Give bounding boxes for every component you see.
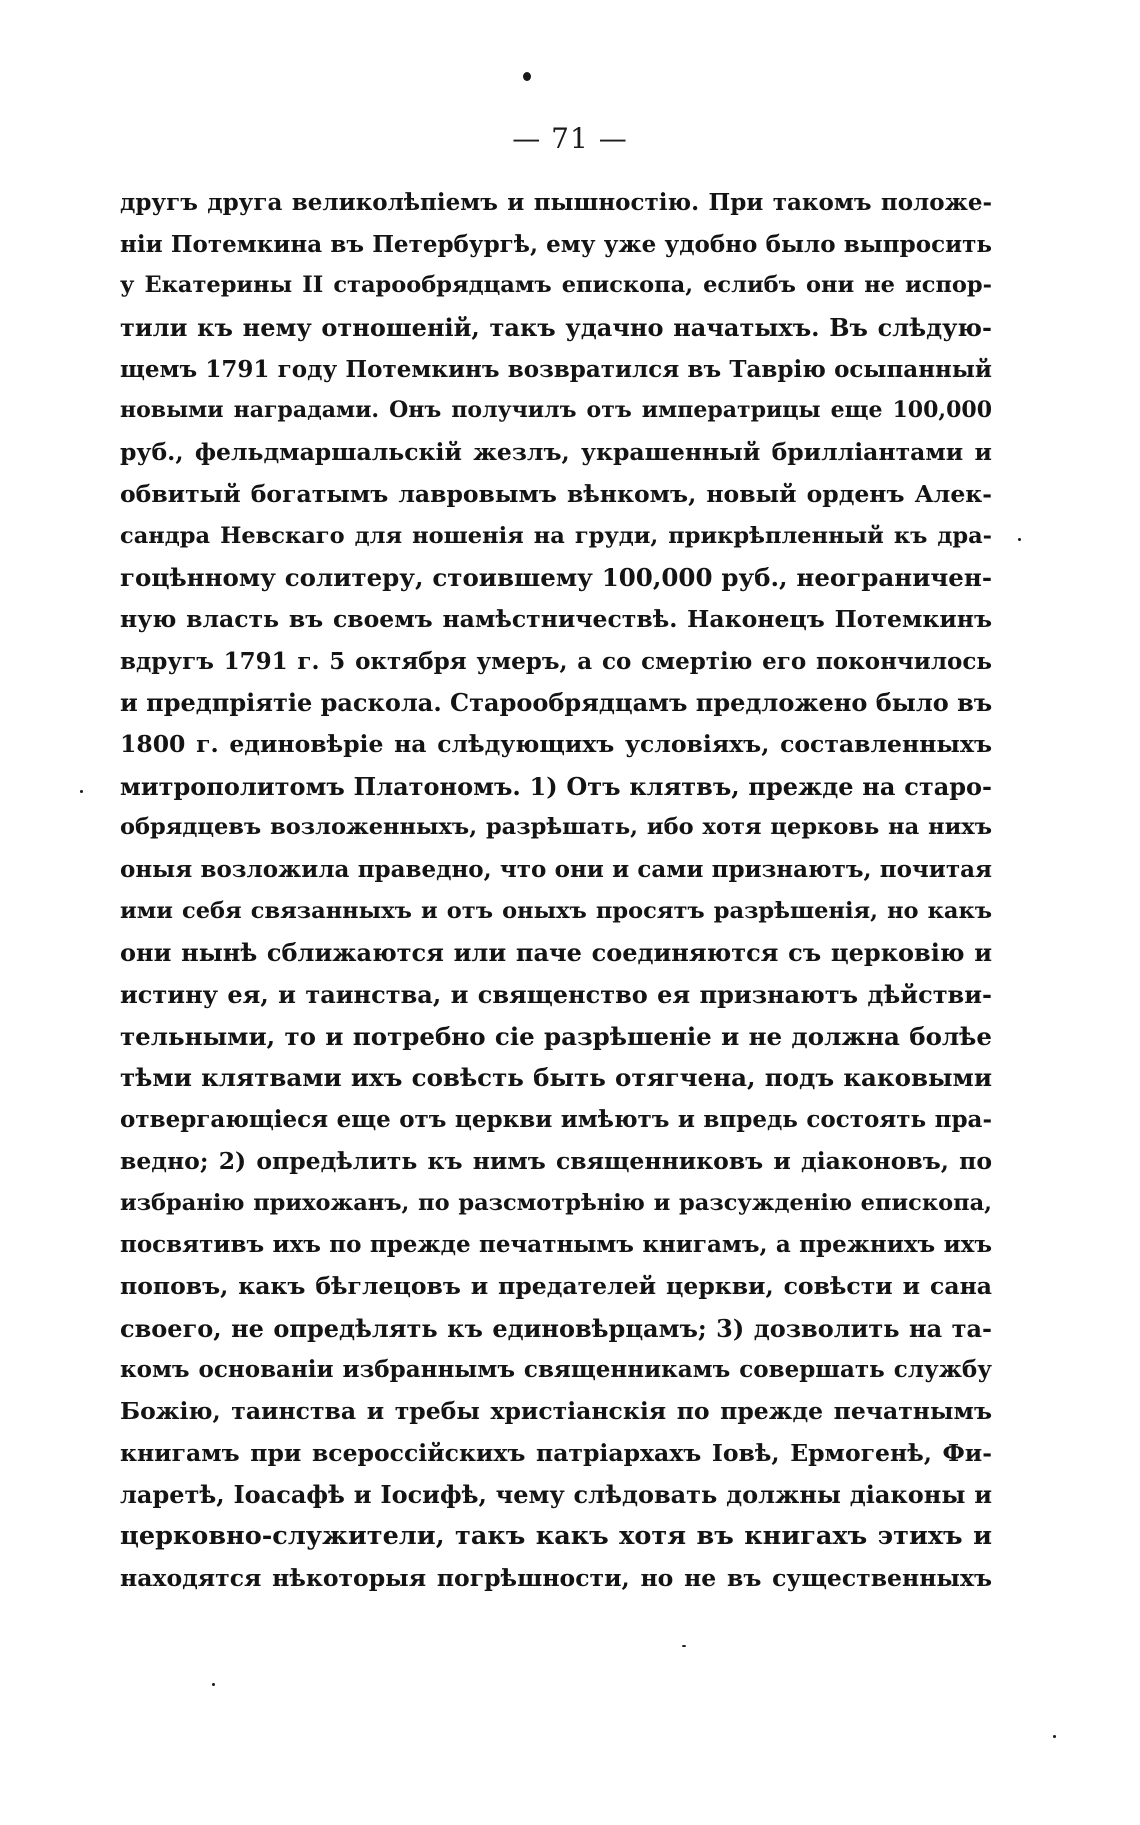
text-line: они нынѣ сближаются или паче соединяются съ церковію и	[120, 938, 992, 968]
text-line: щемъ 1791 году Потемкинъ возвратился въ Таврію осыпанный	[120, 355, 992, 383]
text-line: вдругъ 1791 г. 5 октября умеръ, а со смертію его покончилось	[120, 647, 992, 675]
text-line: ную власть въ своемъ намѣстничествѣ. Наконецъ Потемкинъ	[120, 604, 992, 633]
text-line: гоцѣнному солитеру, стоившему 100,000 руб., неограничен-	[120, 563, 992, 593]
text-line: ведно; 2) опредѣлить къ нимъ священниковъ и діаконовъ, по	[120, 1146, 992, 1175]
text-line: тили къ нему отношеній, такъ удачно начатыхъ. Въ слѣдую-	[120, 313, 992, 343]
text-line: поповъ, какъ бѣглецовъ и предателей церкви, совѣсти и сана	[120, 1271, 992, 1300]
text-line: тѣми клятвами ихъ совѣсть быть отягчена, подъ каковыми	[120, 1063, 992, 1093]
text-line: посвятивъ ихъ по прежде печатнымъ книгамъ, а прежнихъ ихъ	[120, 1231, 992, 1259]
ink-speck-bottom-right	[1053, 1735, 1056, 1738]
ink-speck-top	[523, 72, 531, 81]
ink-speck-bottom-left	[212, 1683, 215, 1686]
body-text	[120, 182, 992, 1599]
text-line: оныя возложила праведно, что они и сами признаютъ, почитая	[120, 856, 992, 883]
text-line: истину ея, и таинства, и священство ея признаютъ дѣйстви-	[120, 980, 992, 1010]
text-line: своего, не опредѣлять къ единовѣрцамъ; 3) дозволить на та-	[120, 1313, 992, 1343]
text-line: ими себя связанныхъ и отъ оныхъ просятъ разрѣшенія, но какъ	[120, 897, 992, 924]
text-line: и предпріятіе раскола. Старообрядцамъ предложено было въ	[120, 688, 992, 718]
text-line: находятся нѣкоторыя погрѣшности, но не въ существенныхъ	[120, 1563, 992, 1592]
text-line: другъ друга великолѣпіемъ и пышностію. При такомъ положе-	[120, 189, 992, 216]
ink-speck-bottom-center	[682, 1645, 686, 1647]
text-line: обвитый богатымъ лавровымъ вѣнкомъ, новый орденъ Алек-	[120, 479, 992, 508]
text-line: тельными, то и потребно сіе разрѣшеніе и не должна болѣе	[120, 1021, 992, 1051]
text-line: ларетѣ, Іоасафѣ и Іосифѣ, чему слѣдовать должны діаконы и	[120, 1480, 992, 1510]
text-line: ніи Потемкина въ Петербургѣ, ему уже удобно было выпросить	[120, 230, 992, 258]
page-number: — 71 —	[512, 122, 628, 155]
text-line: сандра Невскаго для ношенія на груди, прикрѣпленный къ дра-	[120, 522, 992, 549]
text-line: книгамъ при всероссійскихъ патріархахъ Іовѣ, Ермогенѣ, Фи-	[120, 1438, 992, 1467]
text-line: комъ основаніи избраннымъ священникамъ совершать службу	[120, 1356, 992, 1384]
text-line: 1800 г. единовѣріе на слѣдующихъ условіяхъ, составленныхъ	[120, 729, 992, 758]
text-line: митрополитомъ Платономъ. 1) Отъ клятвъ, прежде на старо-	[120, 771, 992, 801]
text-line: избранію прихожанъ, по разсмотрѣнію и разсужденію епископа,	[120, 1189, 992, 1216]
ink-speck-margin-left	[80, 790, 83, 793]
text-line: у Екатерины II старообрядцамъ епископа, еслибъ они не испор-	[120, 272, 992, 299]
text-line: обрядцевъ возложенныхъ, разрѣшать, ибо хотя церковь на нихъ	[120, 814, 992, 841]
text-line: новыми наградами. Онъ получилъ отъ императрицы еще 100,000	[120, 397, 992, 424]
text-line: церковно-служители, такъ какъ хотя въ книгахъ этихъ и	[120, 1521, 992, 1551]
ink-speck-margin-right	[1018, 538, 1021, 541]
text-line: отвергающіеся еще отъ церкви имѣютъ и впредь состоять пра-	[120, 1106, 992, 1134]
text-line: Божію, таинства и требы христіанскія по прежде печатнымъ	[120, 1396, 992, 1425]
text-line: руб., фельдмаршальскій жезлъ, украшенный брилліантами и	[120, 438, 992, 467]
